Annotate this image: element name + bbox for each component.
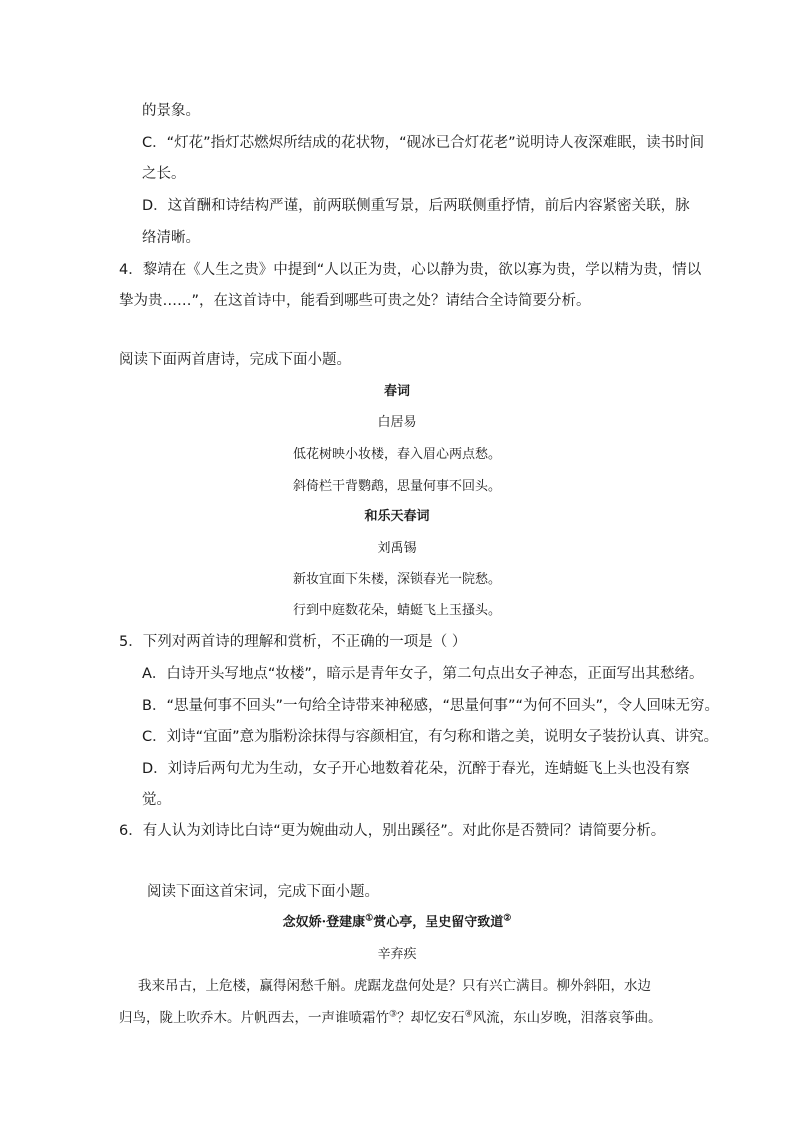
option-c-line-1: C．“灯花”指灯芯燃烬所结成的花状物，“砚冰已合灯花老”说明诗人夜深难眠，读书时间 [142, 135, 705, 151]
question-5-option-a: A．白诗开头写地点“妆楼”，暗示是青年女子，第二句点出女子神态，正面写出其愁绪。 [142, 666, 704, 682]
ci-line-2 [119, 1009, 662, 1027]
ci-line-2-part-3: 风流，东山岁晚，泪落哀筝曲。 [472, 1010, 662, 1026]
question-6: 6．有人认为刘诗比白诗“更为婉曲动人，别出蹊径”。对此你是否赞同？请简要分析。 [119, 823, 666, 839]
footnote-marker-3: ③ [389, 1009, 398, 1020]
option-d-line-1: D．这首酬和诗结构严谨，前两联侧重写景，后两联侧重抒情，前后内容紧密关联，脉 [142, 198, 690, 214]
question-5-option-d-line-2: 觉。 [142, 792, 171, 808]
poem-1-line-2: 斜倚栏干背鹦鹉，思量何事不回头。 [292, 479, 501, 494]
poem-2-author: 刘禹锡 [377, 541, 417, 556]
ci-title-part-1: 念奴娇·登建康 [282, 915, 366, 930]
footnote-marker-2: ② [503, 913, 512, 924]
question-5-option-b: B．“思量何事不回头”一句给全诗带来神秘感，“思量何事”“为何不回头”，令人回味无穷。 [142, 698, 720, 714]
ci-author: 辛弃疾 [377, 947, 417, 962]
poem-2-line-1: 新妆宜面下朱楼，深锁春光一院愁。 [292, 572, 501, 587]
option-b-continuation: 的景象。 [142, 103, 200, 119]
ci-line-2-part-1: 归鸟，陇上吹乔木。片帆西去，一声谁喷霜竹 [119, 1010, 389, 1026]
question-4-line-2: 挚为贵……”，在这首诗中，能看到哪些可贵之处？请结合全诗简要分析。 [119, 293, 591, 309]
question-4-line-1: 4．黎靖在《人生之贵》中提到“人以正为贵，心以静为贵，欲以寡为贵，学以精为贵，情以 [119, 262, 702, 278]
poem-2-title: 和乐天春词 [364, 509, 430, 524]
footnote-marker-1: ① [365, 913, 374, 924]
option-d-line-2: 络清晰。 [142, 230, 200, 246]
section-3-intro: 阅读下面这首宋词，完成下面小题。 [147, 884, 379, 900]
ci-title [0, 914, 794, 932]
question-5-option-c: C．刘诗“宜面”意为脂粉涂抹得与容颜相宜，有匀称和谐之美，说明女子装扮认真、讲究。 [142, 729, 719, 745]
section-2-intro: 阅读下面两首唐诗，完成下面小题。 [119, 352, 351, 368]
ci-line-1: 我来吊古，上危楼，赢得闲愁千斛。虎踞龙盘何处是？只有兴亡满目。柳外斜阳，水边 [138, 978, 651, 994]
question-5-option-d-line-1: D．刘诗后两句尤为生动，女子开心地数着花朵，沉醉于春光，连蜻蜓飞上头也没有察 [142, 761, 690, 777]
option-c-line-2: 之长。 [142, 166, 186, 182]
ci-line-2-part-2: ？却忆安石 [397, 1010, 465, 1026]
footnote-marker-4: ④ [464, 1009, 473, 1020]
poem-2-line-2: 行到中庭数花朵，蜻蜓飞上玉搔头。 [292, 603, 501, 618]
question-5-stem: 5．下列对两首诗的理解和赏析，不正确的一项是（ ） [119, 634, 467, 650]
poem-1-author: 白居易 [377, 415, 417, 430]
ci-title-part-2: 赏心亭，呈史留守致道 [373, 915, 504, 930]
poem-1-line-1: 低花树映小妆楼，春入眉心两点愁。 [292, 447, 501, 462]
poem-1-title: 春词 [383, 384, 410, 399]
